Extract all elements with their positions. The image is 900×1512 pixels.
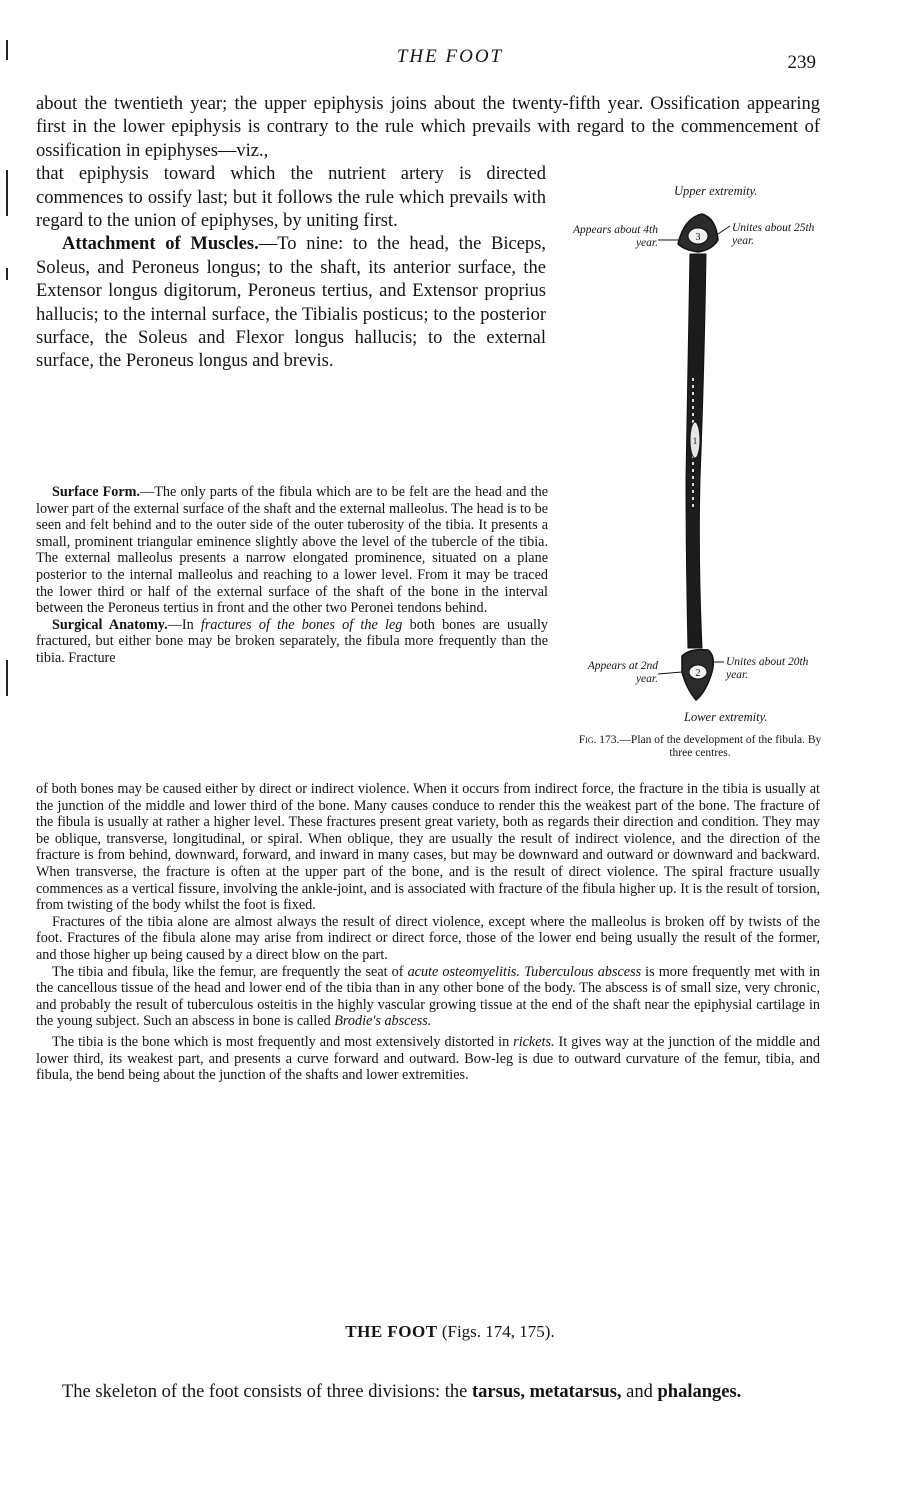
running-head: THE FOOT: [396, 46, 504, 67]
rickets-term: rickets.: [513, 1033, 555, 1050]
fibula-illustration: [562, 178, 824, 718]
shaft-center-number: 1: [692, 436, 698, 446]
term-metatarsus: metatarsus,: [529, 1381, 622, 1402]
figure-number: Fig. 173.: [578, 734, 620, 746]
section-title: THE FOOT: [345, 1322, 438, 1341]
surgical-anatomy-lead: —In: [167, 616, 201, 633]
label-unites-20th-year: Unites about 20th year.: [726, 656, 809, 681]
scan-edge-mark: [6, 268, 8, 280]
osteomyelitis-term: acute osteomyelitis.: [407, 963, 520, 980]
osteomyelitis-text: is more frequently met with in the cancellous tissue of the head and lower end of the tibia than in any other bone of the body. The abscess is of small size, very chronic, and probably the result of tuberculous osteitis in the highly vascular growing tissue at the end of the shaft near the epiphysial cartilage in the young subject. Such an abscess in bone is called: [36, 963, 820, 1030]
surgical-anatomy-paragraph-start: [36, 617, 548, 667]
tuberculous-abscess-term: Tuberculous abscess: [524, 963, 642, 980]
section-heading: [0, 1322, 900, 1342]
scan-edge-mark: [6, 170, 8, 216]
fractures-paragraph: Fractures of the tibia alone are almost always the result of direct violence, except where the malleolus is broken off by twists of the foot. Fractures of the fibula alone may arise from indirect or direct force, those of the lower end being usually the result of the former, and those higher up being caused by a direct blow on the part.: [36, 913, 820, 963]
leader-upper-right: [718, 226, 730, 234]
term-tarsus: tarsus,: [472, 1381, 525, 1402]
figure-caption-text: —Plan of the development of the fibula. By three centres.: [619, 734, 822, 759]
section-subtitle: (Figs. 174, 175).: [437, 1322, 555, 1341]
osteomyelitis-lead: The tibia and fibula, like the femur, are frequently the seat of: [52, 963, 408, 980]
surgical-anatomy-italic: fractures of the bones of the leg: [200, 616, 403, 633]
leader-lower-left: [658, 672, 682, 674]
attachment-paragraph: [36, 233, 546, 373]
attachment-text: —To nine: to the head, the Biceps, Soleus, and Peroneus longus; to the shaft, its anterior surface, the Extensor longus digitorum, Peroneus tertius, and Extensor proprius hallucis; to the internal surface, the Tibialis posticus; to the posterior surface, the Soleus and Flexor longus hallucis; to the external surface, the Peroneus longus and brevis.: [36, 234, 546, 372]
surgical-anatomy-text-narrow: both bones are usually fractured, but either bone may be broken separately, the fibula more frequently than the tibia. Fracture: [36, 616, 548, 666]
attachment-heading: Attachment of Muscles.: [62, 234, 259, 255]
figure-caption: [576, 734, 824, 759]
rickets-text: It gives way at the junction of the middle and lower third, its weakest part, and presents a curve forward and outward. Bow-leg is due to outward curvature of the femur, tibia, and fibula, the bend being about the junction of the shafts and lower extremities.: [36, 1033, 820, 1084]
lower-text-block: [36, 781, 820, 1084]
surgical-anatomy-continued: of both bones may be caused either by direct or indirect violence. When it occurs from indirect force, the fracture in the tibia is usually at the junction of the middle and lower third of the bone. Many causes conduce to render this the weakest part of the bone. The fracture of the fibula is usually at rather a higher level. These fractures present great variety, both as regards their direction and condition. They may be oblique, transverse, longitudinal, or spiral. When oblique, they are usually the result of indirect violence, and the direction of the fracture is from behind, downward, forward, and inward in many cases, but may be downward and outward or downward and backward. When transverse, the fracture is often at the upper part of the bone, and is the result of direct violence. The spiral fracture usually commences as a vertical fissure, involving the ankle-joint, and is associated with fracture of the fibula higher up. It is the result of torsion, from twisting of the body whilst the foot is fixed.: [36, 781, 820, 914]
closing-lead: The skeleton of the foot consists of three divisions: the: [62, 1381, 473, 1402]
label-appears-2nd-year: Appears at 2nd year.: [587, 660, 658, 685]
brodies-abscess-term: Brodie's abscess.: [334, 1013, 432, 1030]
osteomyelitis-paragraph: [36, 964, 820, 1030]
closing-paragraph: [36, 1381, 820, 1404]
upper-center-number: 3: [695, 232, 701, 243]
intro-paragraph-full: about the twentieth year; the upper epiphysis joins about the twenty-fifth year. Ossification appearing first in the lower epiphysis is contrary to the rule which prevails with regard to the commencement of ossification in epiphyses—viz.,: [36, 94, 820, 161]
page-number: 239: [787, 52, 816, 73]
rickets-paragraph: [36, 1034, 820, 1084]
label-appears-4th-year: Appears about 4th year.: [573, 224, 658, 249]
figure-upper-extremity-caption: Upper extremity.: [674, 184, 758, 198]
fibula-figure: [562, 178, 824, 759]
lower-center-number: 2: [695, 668, 701, 679]
closing-and: and: [621, 1381, 658, 1402]
intro-paragraph-left: that epiphysis toward which the nutrient artery is directed commences to ossify last; but it follows the rule which prevails with regard to the union of epiphyses, by uniting first.: [36, 164, 546, 232]
scan-edge-mark: [6, 660, 8, 696]
surgical-anatomy-heading: Surgical Anatomy.: [52, 616, 168, 633]
figure-lower-extremity-caption: Lower extremity.: [684, 710, 768, 724]
surface-form-text: —The only parts of the fibula which are to be felt are the head and the lower part of the external surface of the shaft and the external malleolus. The head is to be seen and felt behind and to the outer side of the outer tuberosity of the tibia. It presents a small, prominent triangular eminence slightly above the level of the tubercle of the tibia. The external malleolus presents a narrow elongated prominence, situated on a plane posterior to the internal malleolus and reaching to a lower level. From it may be traced the lower third or half of the external surface of the shaft of the bone in the interval between the Peroneus tertius in front and the other two Peronei tendons behind.: [36, 484, 548, 617]
rickets-lead: The tibia is the bone which is most frequently and most extensively distorted in: [52, 1033, 514, 1050]
surface-form-paragraph: [36, 484, 548, 617]
left-column-text: [36, 163, 546, 374]
label-unites-25th-year: Unites about 25th year.: [732, 222, 815, 247]
surface-form-block: [36, 484, 548, 667]
surface-form-heading: Surface Form.: [52, 484, 141, 500]
term-phalanges: phalanges.: [657, 1381, 742, 1402]
